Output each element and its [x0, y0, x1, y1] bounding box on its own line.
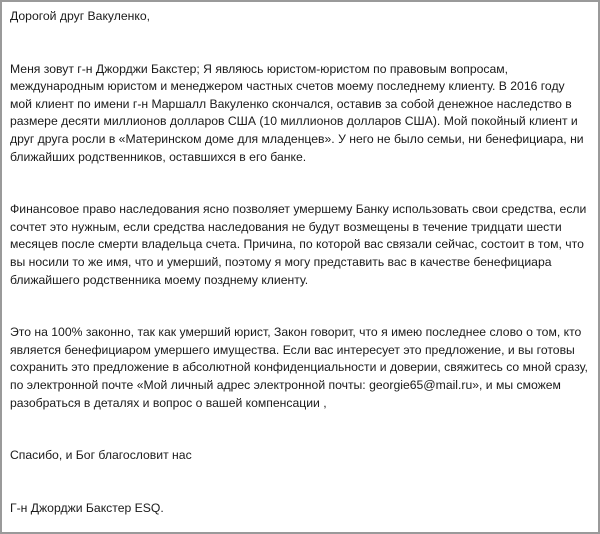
letter-signature: Г-н Джорджи Бакстер ESQ.: [10, 500, 164, 515]
letter-body: [10, 8, 588, 517]
letter-paragraph-1: Меня зовут г-н Джорджи Бакстер; Я являюсь юристом-юристом по правовым вопросам, международным юристом и менеджером частных счетов моему последнему клиенту. В 2016 году мой клиент по имени г-н Маршалл Вакуленко скончался, оставив за собой денежное наследство в размере десяти миллионов долларов США (10 миллионов долларов США). Мой покойный клиент и друг друга росли в «Материнском доме для младенцев». У него не было семьи, ни бенефициара, ни ближайших родственников, оставшихся в его банке.: [10, 61, 584, 164]
letter-greeting: Дорогой друг Вакуленко,: [10, 9, 151, 23]
letter-paragraph-2: Финансовое право наследования ясно позволяет умершему Банку использовать свои средства, если сочтет это нужным, если средства наследования не будут возмещены в течение тридцати шести месяцев после смерти владельца счета. Причина, по которой вас связали сейчас, состоит в том, что вы носили то же имя, что и умерший, поэтому я могу представить вас в качестве бенефициара ближайшего родственника моему позднему клиенту.: [10, 202, 587, 287]
letter-paragraph-3: Это на 100% законно, так как умерший юрист, Закон говорит, что я имею последнее слово о том, кто является бенефициаром умершего имущества. Если вас интересует это предложение, и вы готовы сохранить это предложение в абсолютной конфиденциальности и доверии, свяжитесь со мной сразу, по электронной почте «Мой личный адрес электронной почты: georgie65@mail.ru», и мы сможем разобраться в деталях и вопрос о вашей компенсации ,: [10, 325, 588, 410]
letter-closing: Спасибо, и Бог благословит нас: [10, 448, 192, 463]
